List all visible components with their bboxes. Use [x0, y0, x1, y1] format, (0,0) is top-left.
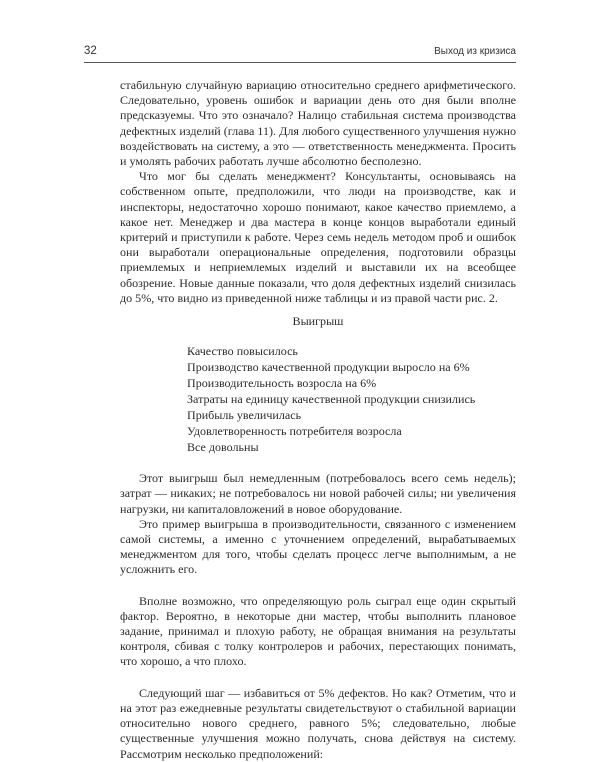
gains-item: Затраты на единицу качественной продукции снизились — [187, 392, 476, 407]
page-header — [84, 44, 516, 63]
page-number: 32 — [84, 45, 97, 57]
gains-item: Производительность возросла на 6% — [187, 376, 377, 391]
gains-item: Все довольны — [187, 440, 259, 455]
gains-list — [120, 343, 516, 455]
gains-title: Выигрыш — [292, 314, 344, 329]
paragraph-3: Этот выигрыш был немедленным (потребовалось всего семь недель); затрат — никаких; не потребовалось ни новой рабочей силы; ни увеличения нагрузки, ни капиталовложений в новое оборудование. — [120, 471, 516, 516]
gains-item: Производство качественной продукции выросло на 6% — [187, 360, 470, 375]
paragraph-1: стабильную случайную вариацию относительно среднего арифметического. Следовательно, уровень ошибок и вариации день ото дня были вполне предсказуемы. Что это означало? Налицо стабильная система производства дефектных изделий (глава 11). Для любого существенного улучшения нужно воздействовать на систему, а это — ответственность менеджмента. Просить и умолять рабочих работать лучше абсолютно бесполезно. — [120, 78, 516, 169]
paragraph-5: Вполне возможно, что определяющую роль сыграл еще один скрытый фактор. Вероятно, в некоторые дни мастер, чтобы выполнить плановое задание, принимал и плохую работу, не обращая внимания на результаты контроля, сбивая с толку контролеров и рабочих, перестающих понимать, что хорошо, а что плохо. — [120, 593, 516, 669]
gains-item: Качество повысилось — [187, 344, 298, 359]
paragraph-2: Что мог бы сделать менеджмент? Консультанты, основываясь на собственном опыте, предположили, что люди на производстве, как и инспекторы, недостаточно хорошо понимают, какое качество приемлемо, а какое нет. Менеджер и два мастера в конце концов выработали единый критерий и приступили к работе. Через семь недель методом проб и ошибок они выработали операциональные определения, подготовили образцы приемлемых и неприемлемых изделий и выставили их на всеобщее обозрение. Новые данные показали, что доля дефектных изделий снизилась до 5%, что видно из приведенной ниже таблицы и из правой части рис. 2. — [120, 169, 516, 305]
running-title: Выход из кризиса — [434, 46, 516, 57]
paragraph-4: Это пример выигрыша в производительности, связанного с изменением самой системы, а именно с уточнением определений, вырабатываемых менеджментом для того, чтобы сделать процесс легче выполнимым, а не усложнить его. — [120, 516, 516, 577]
paragraph-6: Следующий шаг — избавиться от 5% дефектов. Но как? Отметим, что и на этот раз ежедневные результаты свидетельствуют о стабильной вариации относительно нового среднего, равного 5%; следовательно, любые существенные улучшения можно получать, снова действуя на систему. Рассмотрим несколько предположений: — [120, 685, 516, 761]
gains-item: Удовлетворенность потребителя возросла — [187, 424, 402, 439]
gains-item: Прибыль увеличилась — [187, 408, 302, 423]
page-body — [120, 78, 516, 762]
